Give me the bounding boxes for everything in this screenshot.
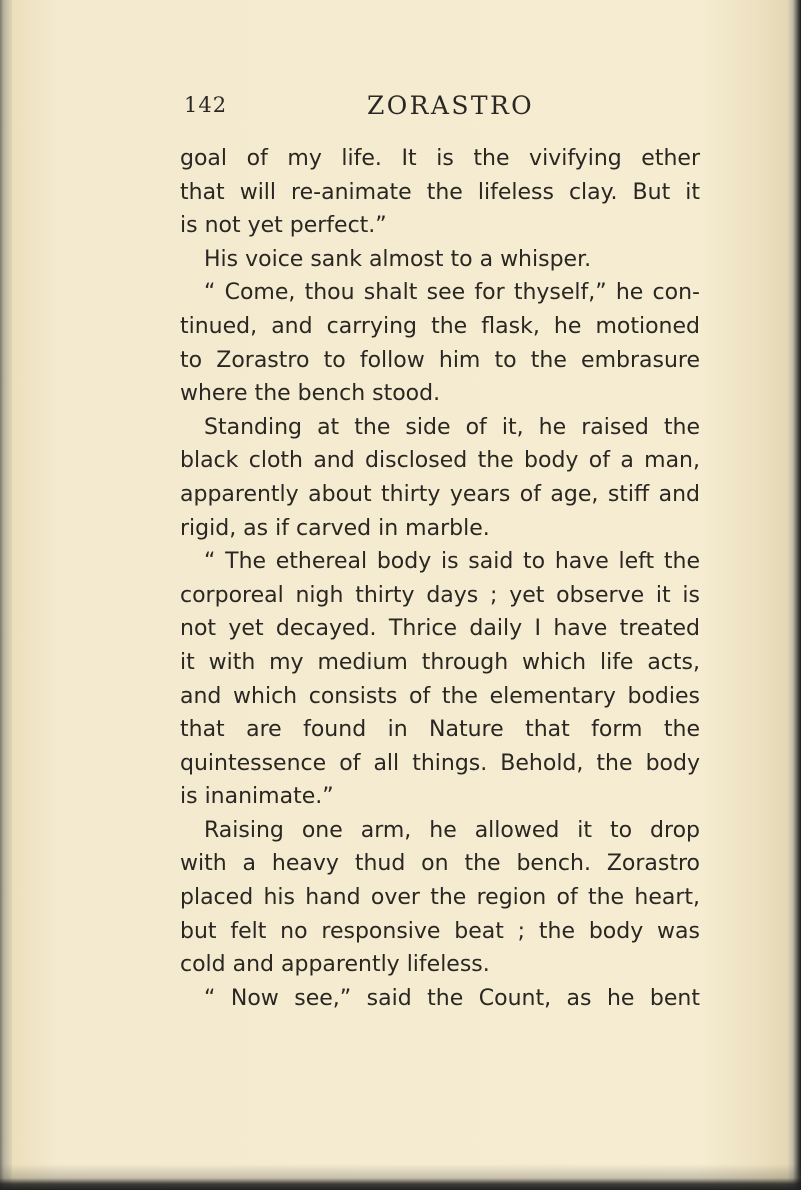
text-line: it with my medium through which life acts,	[180, 649, 700, 675]
text-line: with a heavy thud on the bench. Zorastro	[180, 851, 700, 877]
text-line: not yet decayed. Thrice daily I have treated	[180, 616, 700, 642]
text-line: Standing at the side of it, he raised the	[204, 414, 700, 440]
page-right-edge	[787, 0, 801, 1190]
text-line: corporeal nigh thirty days ; yet observe it is	[180, 582, 700, 608]
text-line: cold and apparently lifeless.	[180, 952, 490, 978]
text-line: rigid, as if carved in marble.	[180, 515, 490, 541]
page-bottom-edge	[0, 1164, 801, 1190]
page-left-edge	[0, 0, 12, 1190]
text-line: that will re-animate the lifeless clay. But it	[180, 179, 700, 205]
text-line: where the bench stood.	[180, 381, 441, 407]
text-line: goal of my life. It is the vivifying ether	[180, 146, 700, 171]
text-line: tinued, and carrying the flask, he motioned	[180, 313, 700, 339]
text-line: Raising one arm, he allowed it to drop	[204, 817, 700, 843]
text-line: is not yet perfect.”	[180, 213, 387, 239]
running-header	[184, 91, 744, 125]
running-title: ZORASTRO	[367, 91, 535, 120]
text-line: placed his hand over the region of the heart,	[180, 885, 700, 911]
body-text	[180, 142, 700, 1015]
text-line: to Zorastro to follow him to the embrasure	[180, 347, 700, 373]
text-line: black cloth and disclosed the body of a man,	[180, 448, 700, 474]
text-line: that are found in Nature that form the	[180, 717, 700, 743]
text-line: “ Come, thou shalt see for thyself,” he con-	[204, 280, 700, 306]
text-line: quintessence of all things. Behold, the body	[180, 750, 700, 776]
text-line: but felt no responsive beat ; the body was	[180, 918, 700, 944]
text-line: is inanimate.”	[180, 784, 334, 810]
text-line: apparently about thirty years of age, stiff and	[180, 481, 700, 507]
page-number: 142	[184, 93, 228, 117]
text-line: “ The ethereal body is said to have left the	[204, 549, 700, 575]
text-line: and which consists of the elementary bodies	[180, 683, 700, 709]
text-line: “ Now see,” said the Count, as he bent	[204, 985, 700, 1011]
text-line: His voice sank almost to a whisper.	[204, 246, 592, 272]
